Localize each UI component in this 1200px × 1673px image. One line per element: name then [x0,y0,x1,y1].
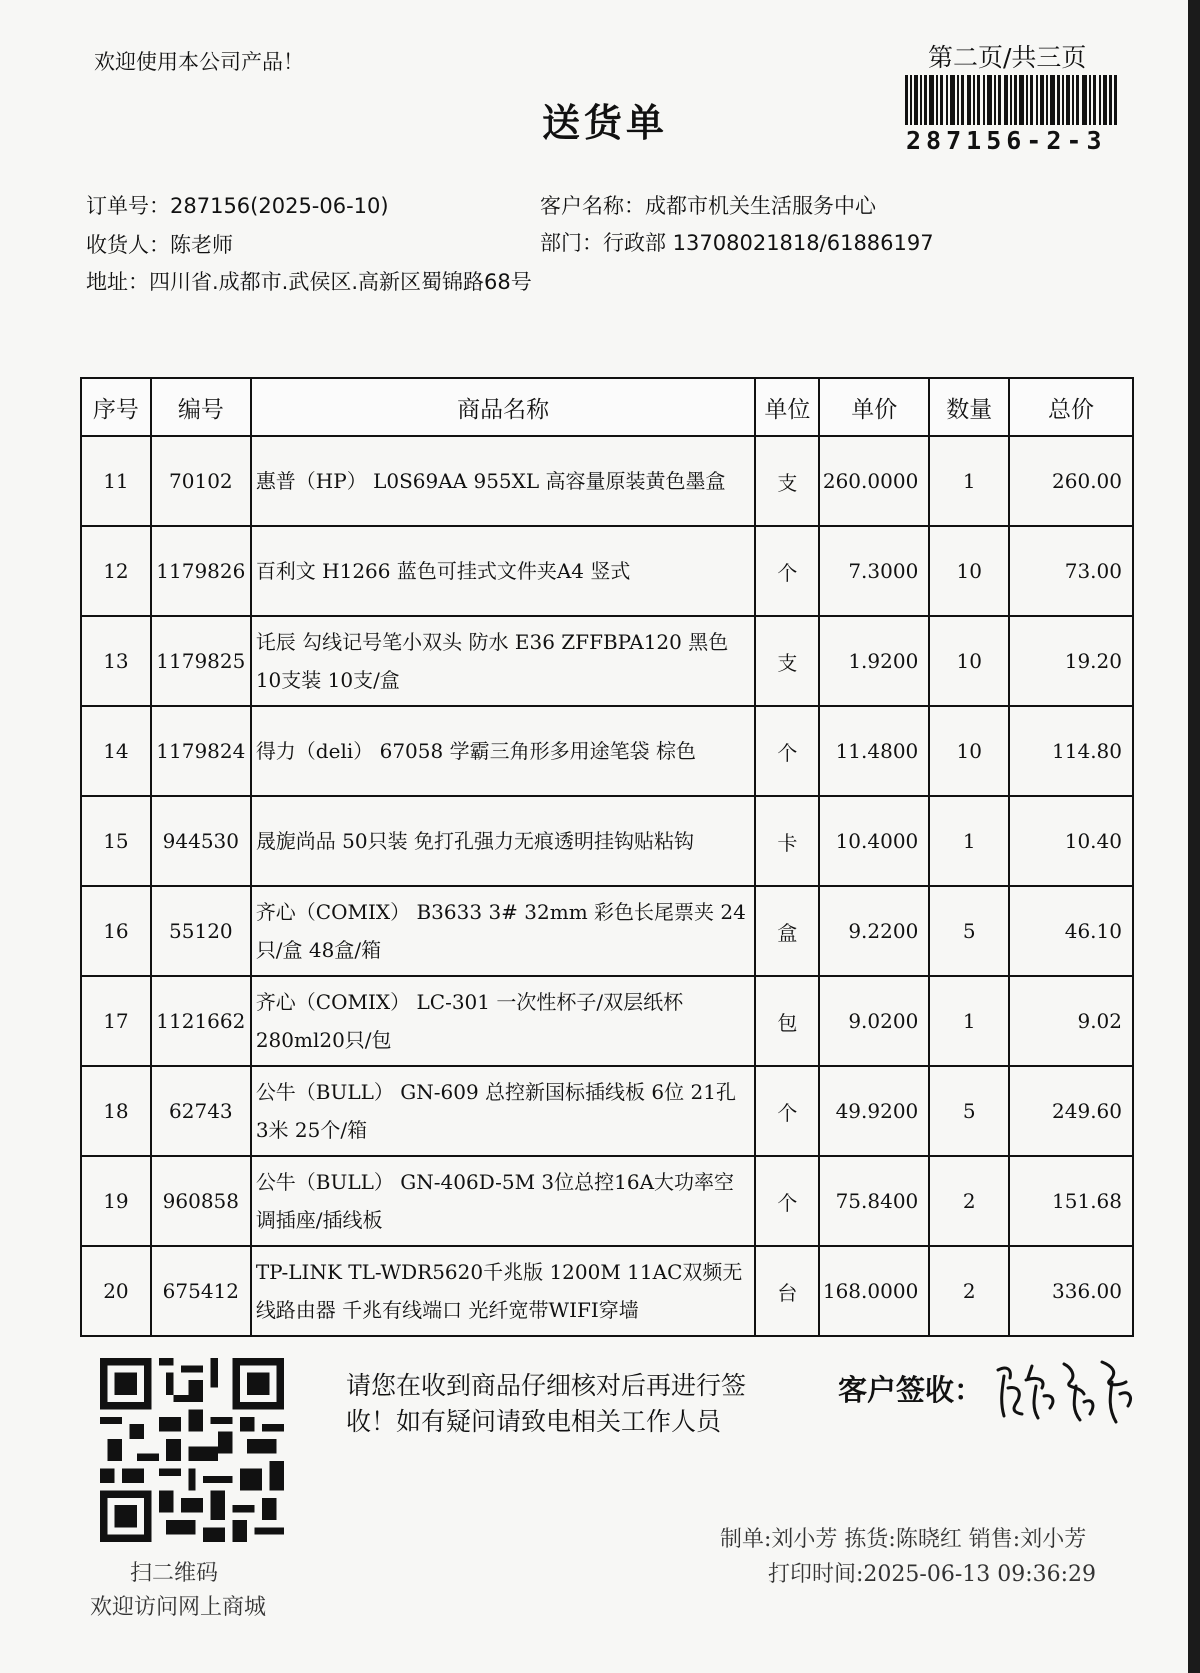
cell-quantity: 1 [929,796,1009,886]
cell-unit: 盒 [755,886,819,976]
table-row [81,886,1133,976]
cell-seq: 13 [81,616,151,706]
order-number-value: 287156(2025-06-10) [170,194,389,218]
cell-total: 19.20 [1009,616,1133,706]
barcode-icon [905,75,1117,125]
cell-quantity: 2 [929,1156,1009,1246]
cell-total: 249.60 [1009,1066,1133,1156]
cell-product-name: 公牛（BULL） GN-406D-5M 3位总控16A大功率空调插座/插线板 [251,1156,756,1246]
cell-seq: 20 [81,1246,151,1336]
address-value: 四川省.成都市.武侯区.高新区蜀锦路68号 [149,270,532,294]
document-title: 送货单 [542,101,669,145]
cell-code: 70102 [151,436,251,526]
cell-quantity: 1 [929,976,1009,1066]
receiver [86,229,233,259]
cell-unit-price: 1.9200 [819,616,929,706]
table-row [81,616,1133,706]
cell-total: 46.10 [1009,886,1133,976]
staff-info: 制单:刘小芳 拣货:陈晓红 销售:刘小芳 [720,1527,1087,1552]
cell-unit: 包 [755,976,819,1066]
cell-total: 336.00 [1009,1246,1133,1336]
receiver-label: 收货人： [86,233,170,257]
customer-name-value: 成都市机关生活服务中心 [645,194,876,218]
cell-unit: 支 [755,436,819,526]
customer-sign-label: 客户签收： [838,1373,984,1407]
cell-total: 9.02 [1009,976,1133,1066]
page-indicator: 第二页/共三页 [928,43,1087,72]
cell-seq: 12 [81,526,151,616]
cell-code: 1179825 [151,616,251,706]
order-number [86,190,389,220]
cell-seq: 11 [81,436,151,526]
table-row [81,796,1133,886]
cell-unit-price: 260.0000 [819,436,929,526]
department-label: 部门： [540,231,603,255]
cell-unit: 支 [755,616,819,706]
cell-code: 1121662 [151,976,251,1066]
cell-code: 55120 [151,886,251,976]
cell-product-name: TP-LINK TL-WDR5620千兆版 1200M 11AC双频无线路由器 千兆有线端口 光纤宽带WIFI穿墙 [251,1246,756,1336]
handwritten-signature [992,1356,1138,1426]
receipt-notice: 请您在收到商品仔细核对后再进行签收！如有疑问请致电相关工作人员 [346,1371,747,1436]
table-row [81,1246,1133,1336]
cell-seq: 19 [81,1156,151,1246]
address [86,266,532,296]
cell-total: 260.00 [1009,436,1133,526]
cell-seq: 17 [81,976,151,1066]
cell-product-name: 得力（deli） 67058 学霸三角形多用途笔袋 棕色 [251,706,756,796]
cell-product-name: 百利文 H1266 蓝色可挂式文件夹A4 竖式 [251,526,756,616]
cell-unit-price: 75.8400 [819,1156,929,1246]
cell-quantity: 5 [929,1066,1009,1156]
cell-total: 10.40 [1009,796,1133,886]
cell-unit-price: 9.2200 [819,886,929,976]
cell-quantity: 10 [929,706,1009,796]
cell-unit-price: 7.3000 [819,526,929,616]
cell-unit: 台 [755,1246,819,1336]
cell-product-name: 公牛（BULL） GN-609 总控新国标插线板 6位 21孔 3米 25个/箱 [251,1066,756,1156]
table-row [81,706,1133,796]
qr-caption-shop: 欢迎访问网上商城 [90,1595,267,1620]
cell-product-name: 齐心（COMIX） LC-301 一次性杯子/双层纸杯 280ml20只/包 [251,976,756,1066]
cell-unit-price: 11.4800 [819,706,929,796]
table-row [81,976,1133,1066]
cell-code: 944530 [151,796,251,886]
header-product-name: 商品名称 [251,378,756,436]
cell-unit-price: 9.0200 [819,976,929,1066]
cell-unit: 个 [755,1066,819,1156]
cell-total: 114.80 [1009,706,1133,796]
header-quantity: 数量 [929,378,1009,436]
print-time: 打印时间:2025-06-13 09:36:29 [768,1562,1097,1587]
paper-edge-shadow [1188,0,1200,1673]
department-value: 行政部 13708021818/61886197 [603,231,934,255]
cell-unit: 个 [755,526,819,616]
header-unit-price: 单价 [819,378,929,436]
customer-name [540,190,876,220]
customer-name-label: 客户名称： [540,194,645,218]
table-row [81,1066,1133,1156]
department [540,227,934,257]
goods-table [80,377,1134,1337]
cell-code: 675412 [151,1246,251,1336]
cell-code: 62743 [151,1066,251,1156]
cell-seq: 18 [81,1066,151,1156]
cell-total: 151.68 [1009,1156,1133,1246]
address-label: 地址： [86,270,149,294]
receiver-value: 陈老师 [170,233,233,257]
table-row [81,1156,1133,1246]
barcode-number: 287156-2-3 [906,126,1107,155]
cell-quantity: 1 [929,436,1009,526]
cell-unit-price: 49.9200 [819,1066,929,1156]
table-header-row [81,378,1133,436]
cell-unit: 个 [755,1156,819,1246]
cell-quantity: 2 [929,1246,1009,1336]
cell-unit-price: 10.4000 [819,796,929,886]
table-row [81,436,1133,526]
cell-quantity: 10 [929,616,1009,706]
cell-product-name: 讬辰 勾线记号笔小双头 防水 E36 ZFFBPA120 黑色10支装 10支/盒 [251,616,756,706]
qr-code-icon[interactable] [100,1358,284,1542]
cell-unit: 卡 [755,796,819,886]
order-number-label: 订单号： [86,194,170,218]
cell-code: 960858 [151,1156,251,1246]
header-unit: 单位 [755,378,819,436]
cell-seq: 14 [81,706,151,796]
cell-product-name: 晟旎尚品 50只装 免打孔强力无痕透明挂钩贴粘钩 [251,796,756,886]
qr-caption-scan: 扫二维码 [130,1561,219,1586]
cell-quantity: 10 [929,526,1009,616]
header-seq: 序号 [81,378,151,436]
welcome-text: 欢迎使用本公司产品！ [94,50,304,74]
cell-product-name: 齐心（COMIX） B3633 3# 32mm 彩色长尾票夹 24只/盒 48盒/箱 [251,886,756,976]
cell-product-name: 惠普（HP） L0S69AA 955XL 高容量原装黄色墨盒 [251,436,756,526]
cell-quantity: 5 [929,886,1009,976]
cell-code: 1179826 [151,526,251,616]
cell-unit-price: 168.0000 [819,1246,929,1336]
cell-total: 73.00 [1009,526,1133,616]
cell-unit: 个 [755,706,819,796]
cell-seq: 16 [81,886,151,976]
cell-code: 1179824 [151,706,251,796]
header-code: 编号 [151,378,251,436]
table-row [81,526,1133,616]
header-total: 总价 [1009,378,1133,436]
cell-seq: 15 [81,796,151,886]
